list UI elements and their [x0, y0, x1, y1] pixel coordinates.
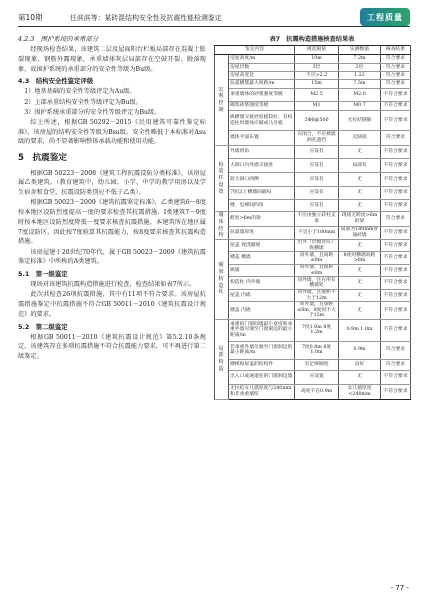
table-cell: 楼盖 内墙 — [229, 302, 295, 320]
result-cell: 不符合要求 — [381, 111, 411, 131]
table-cell: 同外墙，且间距≤8m — [295, 265, 339, 277]
page-header — [18, 8, 410, 28]
result-cell: 不符合要求 — [381, 240, 411, 252]
paragraph: 此次共检查26项抗震措施，其中有11项不符合要求。该房屋抗震措施鉴定中抗震措施不符合GB 50011－2010《建筑抗震设计规范》的要求。 — [18, 291, 206, 318]
table-cell: 10m — [295, 55, 339, 64]
table-cell: 房屋高度/m — [229, 55, 295, 64]
table-cell: 外墙四角 — [229, 146, 295, 159]
result-cell: 符合要求 — [381, 359, 411, 370]
heading-4-2-3: 4.2.3 围护系统的承重部分 — [18, 35, 99, 43]
heading-4-3: 4.3 结构安全性鉴定评级 — [18, 77, 94, 86]
table-cell: 8度时横墙间距>8m — [339, 252, 381, 265]
table-cell: 楼盖 横墙 — [229, 252, 295, 265]
result-cell: 符合要求 — [381, 55, 411, 64]
table-cell: 无缺损 — [339, 131, 381, 146]
table-cell: 纵横墙交接处咬槎较好，有构造柱时墙体应砌成马牙槎 — [229, 111, 295, 131]
table-group-label: 宏观控制 — [215, 55, 229, 146]
table-header: 规范限值 — [295, 46, 339, 55]
result-cell: 符合要求 — [381, 64, 411, 72]
table-header: 鉴定内容 — [215, 46, 295, 55]
paragraph: 现场对该建筑抗震构造措施进行检查，检查结果如表7所示。 — [30, 281, 196, 289]
table-group-label: 墙体结构 — [215, 212, 229, 240]
table-row — [215, 173, 411, 187]
table-header-row — [215, 46, 411, 55]
table-cell: 屋盖 现浇圈梁 — [229, 240, 295, 252]
result-cell: 符合要求 — [381, 341, 411, 359]
table-row — [215, 102, 411, 111]
table-cell: 无 — [339, 302, 381, 320]
table-cell: 应设有 — [295, 146, 339, 159]
table-row — [215, 290, 411, 302]
table-cell: 同外墙，且在所有横墙处 — [295, 277, 339, 290]
table-cell: 不应>2.2 — [295, 72, 339, 80]
table-caption: 表7 抗震构造措施核查结果表 — [269, 36, 355, 43]
result-cell: 不符合要求 — [381, 370, 411, 384]
table-cell: 应设有 — [295, 200, 339, 212]
table-cell: 良好 — [339, 359, 381, 370]
table-group-label: 构造柱设置 — [215, 146, 229, 212]
table-row — [215, 252, 411, 265]
result-cell: 不符合要求 — [381, 227, 411, 240]
table-cell: 女儿墙厚度<240mm — [339, 384, 381, 399]
result-cell: 不符合要求 — [381, 200, 411, 212]
table-cell: 2Φ6@500 — [295, 111, 339, 131]
table-cell: 无 — [339, 173, 381, 187]
table-header: 核查结果 — [381, 46, 411, 55]
table-cell: 高度不在0.9m — [295, 384, 339, 399]
heading-5-1: 5.1 第一级鉴定 — [18, 270, 68, 279]
table-cell: 0.9m — [339, 341, 381, 359]
table-row — [215, 72, 411, 80]
table-cell: 1.22 — [339, 72, 381, 80]
table-row — [215, 227, 411, 240]
table-cell: 不应由独立砖柱支承 — [295, 212, 339, 227]
table-row — [215, 302, 411, 320]
table-cell: 不宜小于180mm — [295, 227, 339, 240]
table-row — [215, 55, 411, 64]
table-cell: 同外墙，且间距≤8m — [295, 252, 339, 265]
table-cell: 局部为180mm普通砖墙 — [339, 227, 381, 240]
table-cell: M1 — [295, 102, 339, 111]
result-cell: 不符合要求 — [381, 302, 411, 320]
table-cell: 无 — [339, 370, 381, 384]
table-cell: 应设有 — [295, 159, 339, 173]
table-cell: 无 — [339, 187, 381, 200]
running-title: 任滨滨等：某砖混结构安全性及抗震性能检测鉴定 — [70, 14, 222, 22]
table-row — [215, 111, 411, 131]
table-cell: 无拉结钢筋 — [339, 111, 381, 131]
table-cell: 7度0.8m 8度1.0m — [295, 341, 339, 359]
paragraph: 该房屋建于20世纪70年代，属于GB 50023－2009《建筑抗震鉴定标准》中所称的A类建筑。 — [18, 248, 206, 266]
paragraph: 根据GB 50223－2008《建筑工程抗震设防分类标准》，该房屋属乙类建筑。（教育建筑中，幼儿园、小学、中学的教学用房以及学生宿舍和食堂，抗震设防类别应不低于乙类）。 — [18, 169, 206, 197]
table-row — [215, 265, 411, 277]
table-cell: 应闭合，不应被墙洞孔遮挡 — [295, 131, 339, 146]
table-cell: 沿外（层数对应）纵横墙 — [295, 240, 339, 252]
table-cell: 有足够刚度 — [295, 359, 339, 370]
result-cell: 不符合要求 — [381, 89, 411, 102]
table-cell: M2.5 — [295, 89, 339, 102]
list-item: 2）上部承重结构安全性等级评定为Bu级。 — [24, 98, 142, 106]
table-cell: 房屋高宽比 — [229, 72, 295, 80]
result-cell: 符合要求 — [381, 212, 411, 227]
table-row — [215, 319, 411, 341]
table-cell: 2层 — [339, 64, 381, 72]
table-cell: 非承重外墙尽端至门窗洞边的最小距离/m — [229, 341, 295, 359]
table-cell: 墙体平面布置 — [229, 131, 295, 146]
table-group-label: 局部构造 — [215, 319, 229, 399]
page-number: - 77 - — [390, 584, 409, 592]
paragraph: 经现场检查结果，该建筑二层及屋面阳台栏板局部存在混凝土胀裂现象、钢筋外露现象，承重墙体灰层局部存在空鼓开裂、脱落现象，故围护系统的承重部分的安全性等级为Bu级。 — [18, 46, 206, 73]
table-cell: 0.9m 1.0m — [339, 319, 381, 341]
paragraph: 根据GB 50011－2010《建筑抗震设计规范》第5.2.10条规定，该建筑存在多项抗震措施不符合抗震能力要求，可不再进行第二级鉴定。 — [18, 333, 206, 361]
table-row — [215, 240, 411, 252]
table-cell: 较大洞口两侧 — [229, 173, 295, 187]
table-row — [215, 212, 411, 227]
table-cell: 承重墙体的砂浆强度等级 — [229, 89, 295, 102]
table-cell: 抗震墙厚度 — [229, 227, 295, 240]
table-cell: 无 — [339, 240, 381, 252]
table-row — [215, 80, 411, 89]
table-cell: 承重的门窗间墙最小宽度和承重外墙尽端至门窗洞边的最小距离/m — [229, 319, 295, 341]
result-cell: 不符合要求 — [381, 384, 411, 399]
table-cell: 应设置 — [295, 370, 339, 384]
issue-number: 第10期 — [18, 13, 43, 22]
paragraph: 根据GB 50023－2009《建筑抗震鉴定标准》，乙类建筑6～8度按本地区设防烈度提高一度的要求检查其抗震措施，Ⅰ类建筑7～9度时按本地区设防烈度降低一度要求核查抗震措施。本建筑所在地区属7度设防区，因此按7度验算其抗震能力，按8度要求核查其抗震构造措施。 — [18, 199, 206, 246]
table-cell: 应设有 — [295, 173, 339, 187]
table-cell: 无 — [339, 146, 381, 159]
table-cell: 房屋层数 — [229, 64, 295, 72]
table-cell: 无 — [339, 265, 381, 277]
table-cell: 无 — [339, 200, 381, 212]
table-row — [215, 200, 411, 212]
header-rule — [18, 26, 410, 27]
table-row — [215, 187, 411, 200]
table-cell: M2.0 — [339, 89, 381, 102]
table-cell: 大洞口内外墙交接处 — [229, 159, 295, 173]
table-cell: 抗震横墙最大间距/m — [229, 80, 295, 89]
table-row — [215, 370, 411, 384]
table-row — [215, 131, 411, 146]
result-cell: 不符合要求 — [381, 277, 411, 290]
table-cell: 同外墙，且梁距≤8m，8度时不大于12m — [295, 302, 339, 320]
table-cell: 屋盖 内墙 — [229, 290, 295, 302]
right-column — [214, 34, 410, 400]
table-cell: 楼、电梯间四角 — [229, 200, 295, 212]
table-cell: 应设有 — [295, 187, 339, 200]
table-cell: 砌筑砂浆强度等级 — [229, 102, 295, 111]
table-cell: 纵墙 — [229, 265, 295, 277]
table-row — [215, 277, 411, 290]
table-cell: 7度以上横墙间隔每 — [229, 187, 295, 200]
table-cell: 局部有 — [339, 159, 381, 173]
seismic-check-table — [214, 45, 411, 400]
paragraph: 综上所述，根据GB 50292－2015《民用建筑可靠性鉴定标准》，该房屋的结构安全性等级为Bsu级。安全性略低于本标准对Asu级的要求，尚不显著影响整体承载功能和使用功能。 — [18, 119, 206, 146]
result-cell: 不符合要求 — [381, 319, 411, 341]
table-row — [215, 89, 411, 102]
table-cell: 无 — [339, 290, 381, 302]
result-cell: 符合要求 — [381, 131, 411, 146]
result-cell: 不符合要求 — [381, 146, 411, 159]
table-row — [215, 146, 411, 159]
table-cell: 同外墙，且梁距不大于12m — [295, 290, 339, 302]
table-cell: 7度1.0m 8度1.2m — [295, 319, 339, 341]
list-item: 3）围护系统承重部分的安全性等级评定为Bu级。 — [24, 108, 161, 116]
journal-logo: 工程质量 — [360, 8, 410, 26]
table-cell: M0.7 — [339, 102, 381, 111]
table-group-label: 圈梁构造柱 — [215, 240, 229, 320]
table-row — [215, 341, 411, 359]
table-cell: 7.5m — [339, 80, 381, 89]
table-row — [215, 359, 411, 370]
table-cell: 现场无跨度>6m的梁 — [339, 212, 381, 227]
table-row — [215, 384, 411, 399]
table-cell: 15m — [295, 80, 339, 89]
result-cell: 不符合要求 — [381, 159, 411, 173]
table-cell: 楼梯和屋盖的结构件 — [229, 359, 295, 370]
heading-5-2: 5.2 第二级鉴定 — [18, 322, 68, 331]
left-column — [18, 34, 206, 362]
table-header: 实测数值 — [339, 46, 381, 55]
table-row — [215, 64, 411, 72]
result-cell: 不符合要求 — [381, 265, 411, 277]
table-cell: 7.2m — [339, 55, 381, 64]
result-cell: 不符合要求 — [381, 173, 411, 187]
table-row — [215, 159, 411, 173]
table-cell: 无拉结女儿墙厚度与240mm和非承重墙厚 — [229, 384, 295, 399]
table-cell: 3层 — [295, 64, 339, 72]
result-cell: 符合要求 — [381, 72, 411, 80]
list-item: 1）地基基础的安全性等级评定为Au级。 — [24, 88, 136, 96]
result-cell: 不符合要求 — [381, 102, 411, 111]
table-cell: 无 — [339, 277, 381, 290]
table-cell: 出入口或通道处的门窗洞边墙 — [229, 370, 295, 384]
result-cell: 不符合要求 — [381, 187, 411, 200]
table-cell: 构造柱 内外墙 — [229, 277, 295, 290]
result-cell: 不符合要求 — [381, 252, 411, 265]
heading-5: 5 抗震鉴定 — [18, 153, 67, 164]
result-cell: 符合要求 — [381, 80, 411, 89]
table-cell: 跨度>6m的梁 — [229, 212, 295, 227]
result-cell: 不符合要求 — [381, 290, 411, 302]
